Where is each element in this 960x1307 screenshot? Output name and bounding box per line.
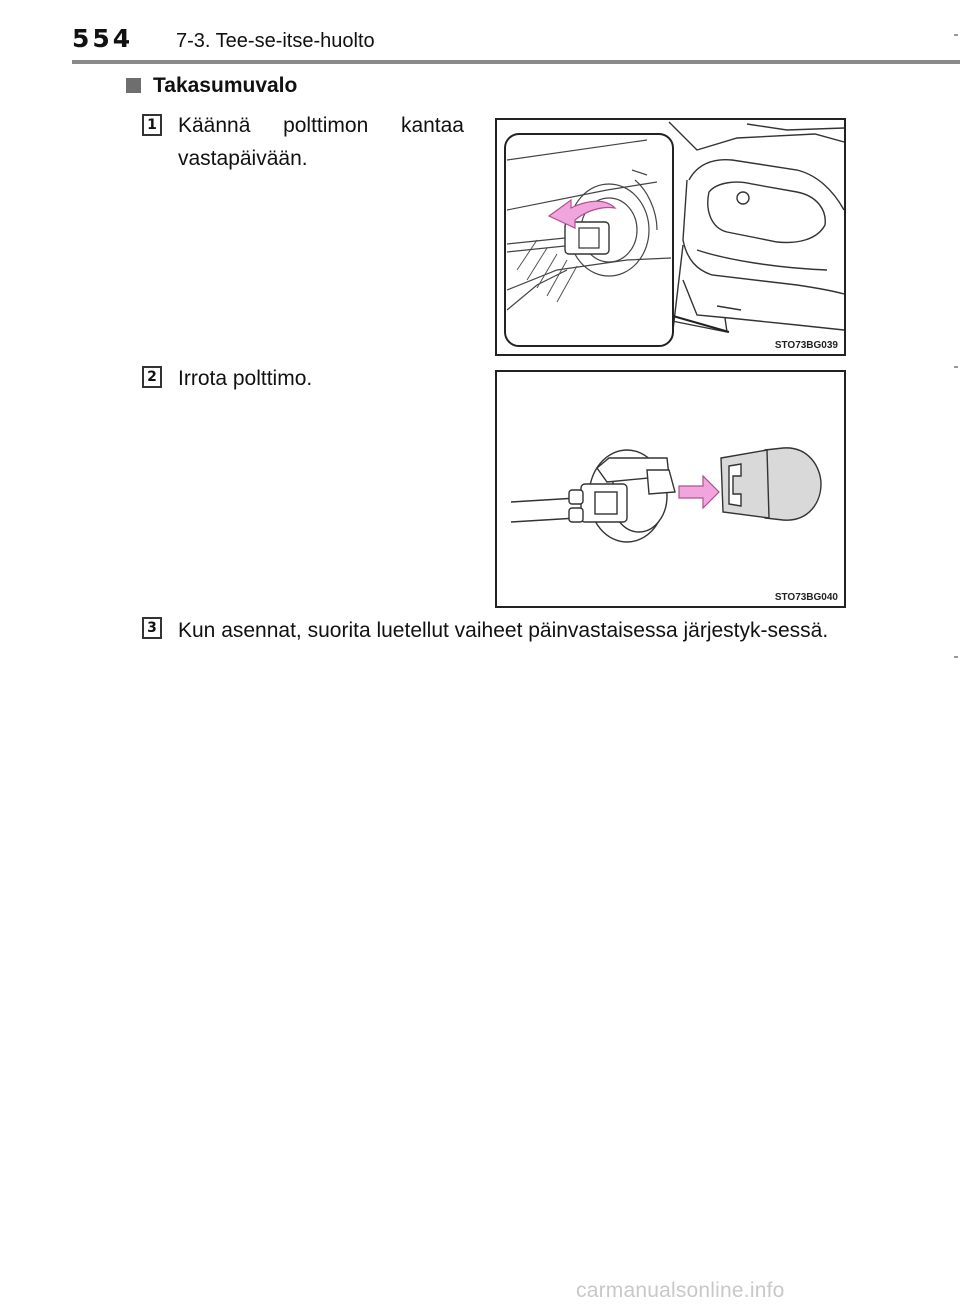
figure-remove-bulb [495, 370, 846, 608]
figure-code-1: STO73BG039 [774, 340, 838, 351]
step-text-3: Kun asennat, suorita luetellut vaiheet päinvastaisessa järjestyk-sessä. [178, 619, 829, 642]
edge-tick [954, 366, 958, 368]
rear-fog-lamp-illustration [497, 120, 844, 354]
step-number-2: 2 [142, 366, 162, 388]
watermark: carmanualsonline.info [576, 1279, 785, 1302]
edge-tick [954, 34, 958, 36]
header-rule [72, 60, 960, 64]
page-number: 554 [72, 24, 134, 53]
section-title: 7-3. Tee-se-itse-huolto [176, 30, 375, 52]
step-text-1: Käännä polttimon kantaa vastapäivään. [178, 114, 464, 170]
figure-rotate-socket [495, 118, 846, 356]
heading-text: Takasumuvalo [153, 74, 298, 97]
bulb-removal-illustration [497, 372, 844, 606]
step-number-1: 1 [142, 114, 162, 136]
figure-code-2: STO73BG040 [774, 592, 838, 603]
pull-arrow-icon [679, 476, 719, 508]
square-bullet-icon [126, 78, 141, 93]
section-heading [126, 74, 297, 98]
step-text-2: Irrota polttimo. [178, 367, 313, 390]
edge-tick [954, 656, 958, 658]
step-number-3: 3 [142, 617, 162, 639]
